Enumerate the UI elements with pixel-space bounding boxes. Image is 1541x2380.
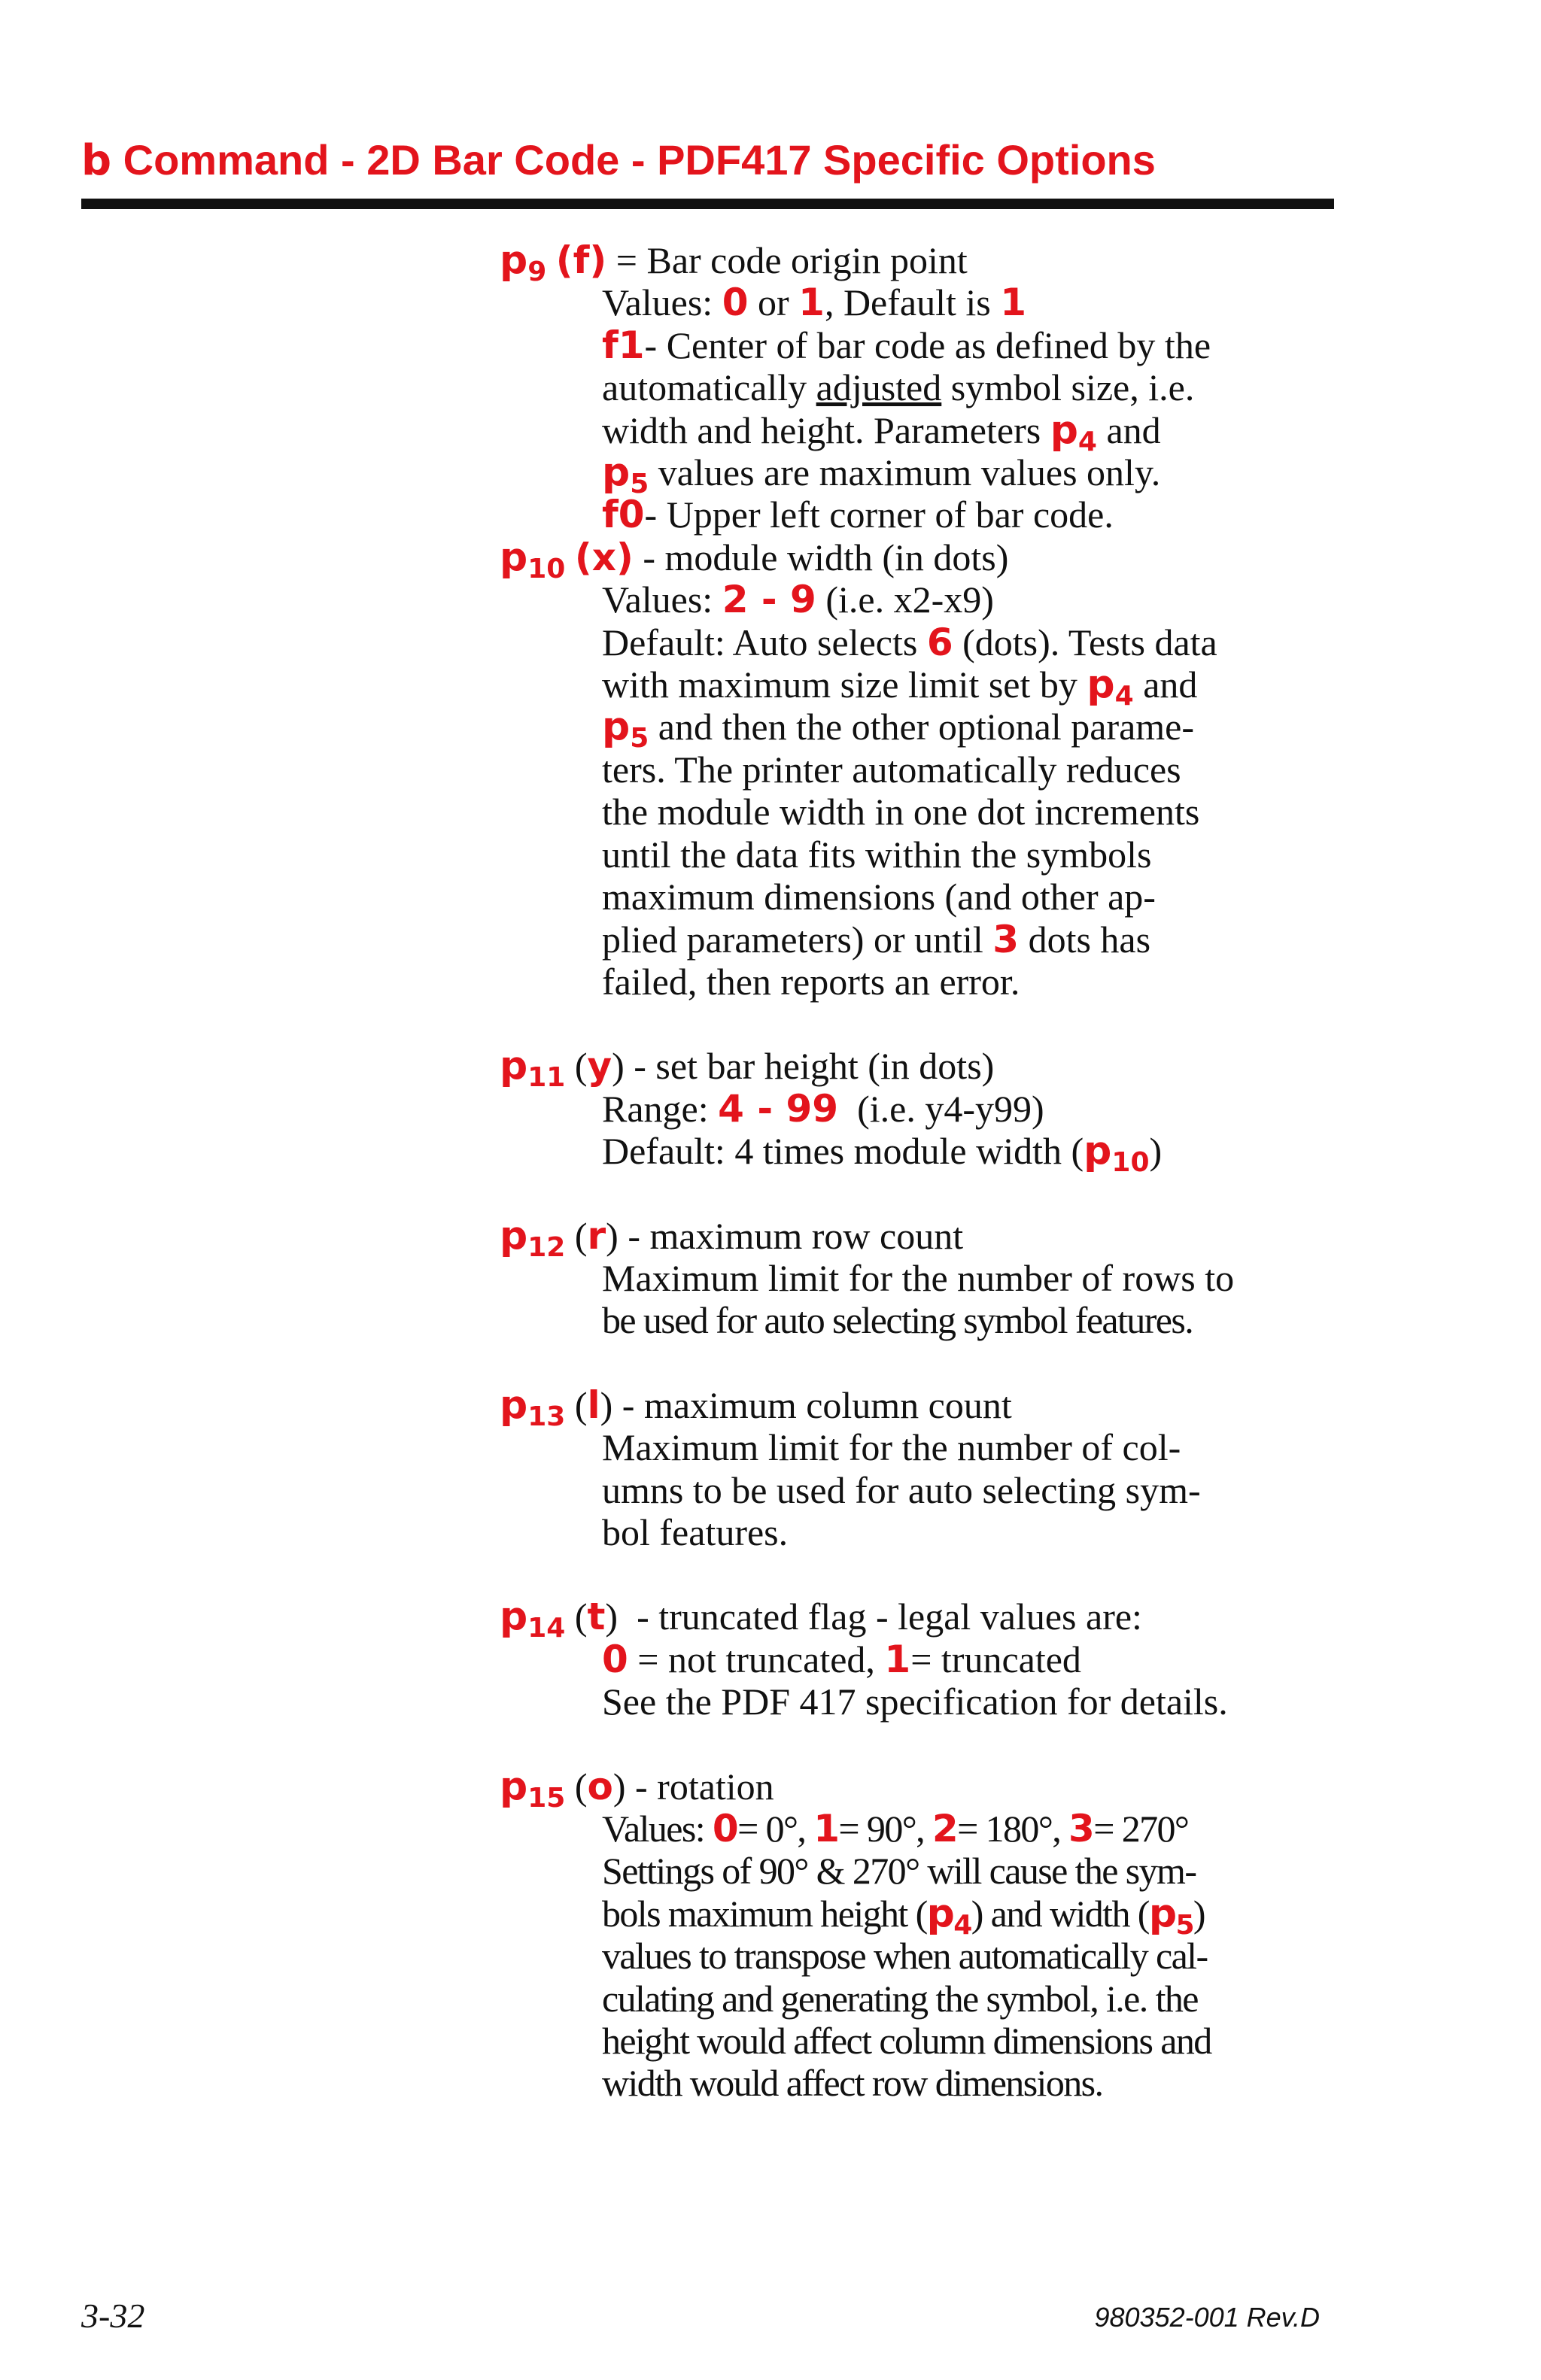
- p10-label: $p_{10}$: [500, 534, 566, 584]
- p9-f0: f0- Upper left corner of bar code.: [602, 493, 1114, 537]
- p13-code: l: [587, 1383, 600, 1427]
- p10-line8: maximum dimensions (and other ap-: [602, 876, 1156, 918]
- p12-line2: Maximum limit for the number of rows to: [602, 1256, 1235, 1299]
- p12-line3: be used for auto selecting symbol features.: [602, 1299, 1193, 1342]
- p10-line4: $p_5$ and then the other optional parame-: [602, 704, 1195, 754]
- parameter-list: [500, 239, 1357, 2105]
- p9-line2: automatically adjusted symbol size, i.e.: [602, 366, 1195, 409]
- page-number: 3-32: [81, 2297, 145, 2335]
- p15-heading: $p_{15}$ (o) - rotation: [500, 1763, 774, 1814]
- p10-line6: the module width in one dot increments: [602, 791, 1200, 833]
- p10-line10: failed, then reports an error.: [602, 960, 1020, 1003]
- p15-line5: values to transpose when automatically cal-: [602, 1935, 1208, 1978]
- p9-code: (f): [555, 238, 607, 282]
- p10-line3: with maximum size limit set by $p_4$ and: [602, 662, 1198, 712]
- p10-line7: until the data fits within the symbols: [602, 833, 1152, 876]
- spacer: [500, 1342, 1357, 1384]
- p15-line7: height would affect column dimensions and: [602, 2020, 1211, 2063]
- command-letter: b: [81, 136, 112, 185]
- spacer: [500, 1003, 1357, 1045]
- p9-label: $p_9$: [500, 238, 547, 287]
- section-title-text: Command - 2D Bar Code - PDF417 Specific Options: [123, 136, 1156, 184]
- p15-line3: Settings of 90° & 270° will cause the sym-: [602, 1850, 1196, 1893]
- p11-code: y: [587, 1044, 612, 1088]
- p13-line4: bol features.: [602, 1510, 789, 1553]
- p15-values: Values: 0= 0°, 1= 90°, 2= 180°, 3= 270°: [602, 1807, 1189, 1850]
- p13-line3: umns to be used for auto selecting sym-: [602, 1468, 1201, 1511]
- p9-line4: $p_5$ values are maximum values only.: [602, 450, 1161, 500]
- spacer: [500, 1173, 1357, 1215]
- p9-heading: [500, 238, 1357, 287]
- p10-line9: plied parameters) or until 3 dots has: [602, 917, 1151, 961]
- spacer: [500, 1553, 1357, 1595]
- p12-heading: $p_{12}$ (r) - maximum row count: [500, 1213, 964, 1263]
- p10-default: Default: Auto selects 6 (dots). Tests data: [602, 620, 1217, 664]
- p11-range: Range: 4 - 99 (i.e. y4-y99): [602, 1086, 1044, 1131]
- p14-heading: $p_{14}$ (t) - truncated flag - legal values are:: [500, 1594, 1142, 1644]
- p11-heading: $p_{11}$ (y) - set bar height (in dots): [500, 1043, 995, 1094]
- title-rule: [81, 199, 1334, 209]
- p9-values: Values: 0 or 1, Default is 1: [602, 281, 1027, 325]
- p10-heading: $p_{10}$ (x) - module width (in dots): [500, 534, 1009, 584]
- p12-code: r: [587, 1213, 606, 1258]
- p11-default: Default: 4 times module width $(p_{10})$: [602, 1128, 1163, 1179]
- p14-code: t: [587, 1595, 606, 1639]
- p12-label: $p_{12}$: [500, 1213, 566, 1263]
- p15-line8: width would affect row dimensions.: [602, 2062, 1103, 2105]
- p10-code: (x): [574, 535, 634, 579]
- p14-line3: See the PDF 417 specification for details.: [602, 1680, 1228, 1723]
- document-revision: 980352-001 Rev.D: [1094, 2302, 1320, 2333]
- spacer: [500, 1723, 1357, 1765]
- p13-heading: $p_{13}$ (l) - maximum column count: [500, 1382, 1012, 1432]
- p10-values: Values: 2 - 9 (i.e. x2-x9): [602, 578, 994, 622]
- p13-label: $p_{13}$: [500, 1382, 566, 1432]
- p11-label: $p_{11}$: [500, 1043, 566, 1094]
- p9-f1: f1- Center of bar code as defined by the: [602, 323, 1211, 367]
- p9-line3: width and height. Parameters $p_4$ and: [602, 407, 1161, 457]
- p10-line5: ters. The printer automatically reduces: [602, 748, 1181, 791]
- p9-desc: = Bar code origin point: [615, 239, 968, 281]
- section-title: [81, 135, 1156, 185]
- p15-label: $p_{15}$: [500, 1763, 566, 1814]
- p13-line2: Maximum limit for the number of col-: [602, 1426, 1181, 1469]
- p14-label: $p_{14}$: [500, 1594, 566, 1644]
- p15-line6: culating and generating the symbol, i.e. the: [602, 1977, 1198, 2020]
- p14-values: 0 = not truncated, 1= truncated: [602, 1637, 1081, 1681]
- p15-line4: bols maximum height $(p_4)$ and width $(p_5)$: [602, 1890, 1205, 1941]
- p15-code: o: [587, 1764, 613, 1808]
